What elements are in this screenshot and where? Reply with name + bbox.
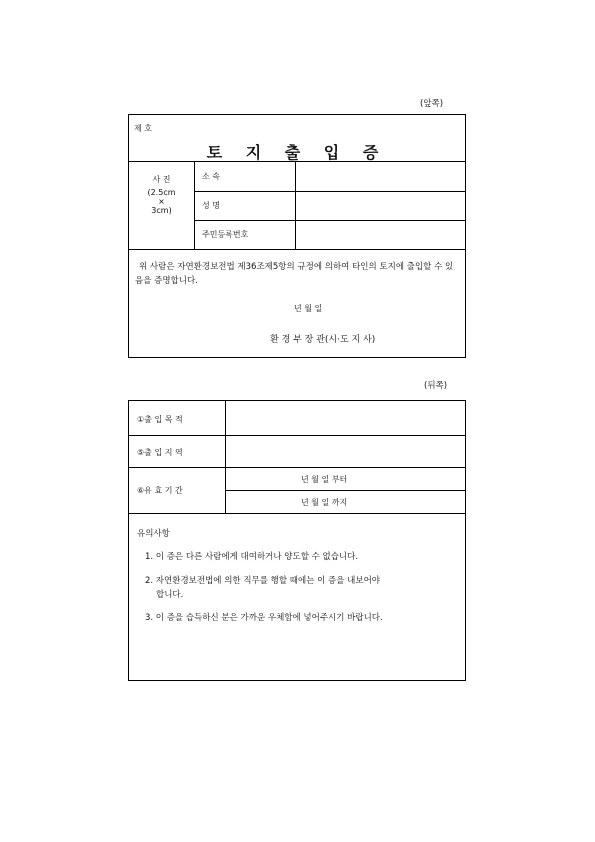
purpose-value[interactable] (225, 401, 466, 435)
validity-values (225, 467, 466, 513)
validity-row (129, 467, 465, 514)
notes-title: 유의사항 (137, 529, 170, 539)
issuer: 환 경 부 장 관(시·도 지 사) (270, 335, 376, 345)
validity-to: 년 월 일 까지 (301, 498, 348, 507)
photo-size-x: × (158, 197, 165, 206)
field-row-resident-number (194, 220, 465, 249)
validity-from: 년 월 일 부터 (301, 475, 348, 484)
note-item: 2. 자연환경보전법에 의한 직무를 행할 때에는 이 증을 내보어야 (145, 576, 381, 586)
note-item: 3. 이 증을 습득하신 분은 가까운 우체함에 넣어주시기 바랍니다. (145, 613, 383, 623)
validity-to-cell[interactable] (226, 490, 466, 513)
field-value-name[interactable] (295, 191, 466, 220)
front-card (128, 114, 466, 358)
purpose-label: ①출 입 목 적 (137, 415, 183, 424)
field-row-affiliation (194, 162, 465, 192)
note-item-continued: 합니다. (156, 590, 184, 600)
area-row (129, 435, 465, 468)
document-title: 토 지 출 입 증 (206, 143, 388, 162)
purpose-row (129, 401, 465, 436)
photo-size-height: 3cm) (151, 206, 172, 215)
back-side-label: (뒤쪽) (424, 381, 448, 391)
area-value[interactable] (225, 435, 466, 467)
certification-text: 위 사람은 자연환경보전법 제36조제5항의 규정에 의하여 타인의 토지에 출입할 수 있음을 증명합니다. (135, 262, 454, 286)
issue-date: 년 월 일 (294, 304, 323, 313)
photo-box (129, 162, 195, 249)
field-value-affiliation[interactable] (295, 162, 466, 191)
field-value-resident-number[interactable] (295, 220, 466, 249)
number-label: 제 호 (134, 124, 152, 133)
field-row-name (194, 191, 465, 221)
photo-label: 사 진 (152, 175, 171, 184)
front-side-label: (앞쪽) (420, 99, 444, 109)
field-label-affiliation: 소 속 (202, 172, 220, 181)
area-label: ⑤출 입 지 역 (137, 448, 183, 457)
validity-from-cell[interactable] (226, 467, 466, 491)
field-label-resident-number: 주민등록번호 (202, 230, 249, 239)
note-item: 1. 이 증은 다른 사람에게 대여하거나 양도할 수 없습니다. (145, 552, 359, 562)
back-card (128, 400, 466, 681)
field-label-name: 성 명 (202, 201, 220, 210)
validity-label: ⑥유 효 기 간 (137, 486, 183, 495)
photo-size-line: (2.5cm (147, 188, 176, 197)
divider (129, 249, 465, 250)
